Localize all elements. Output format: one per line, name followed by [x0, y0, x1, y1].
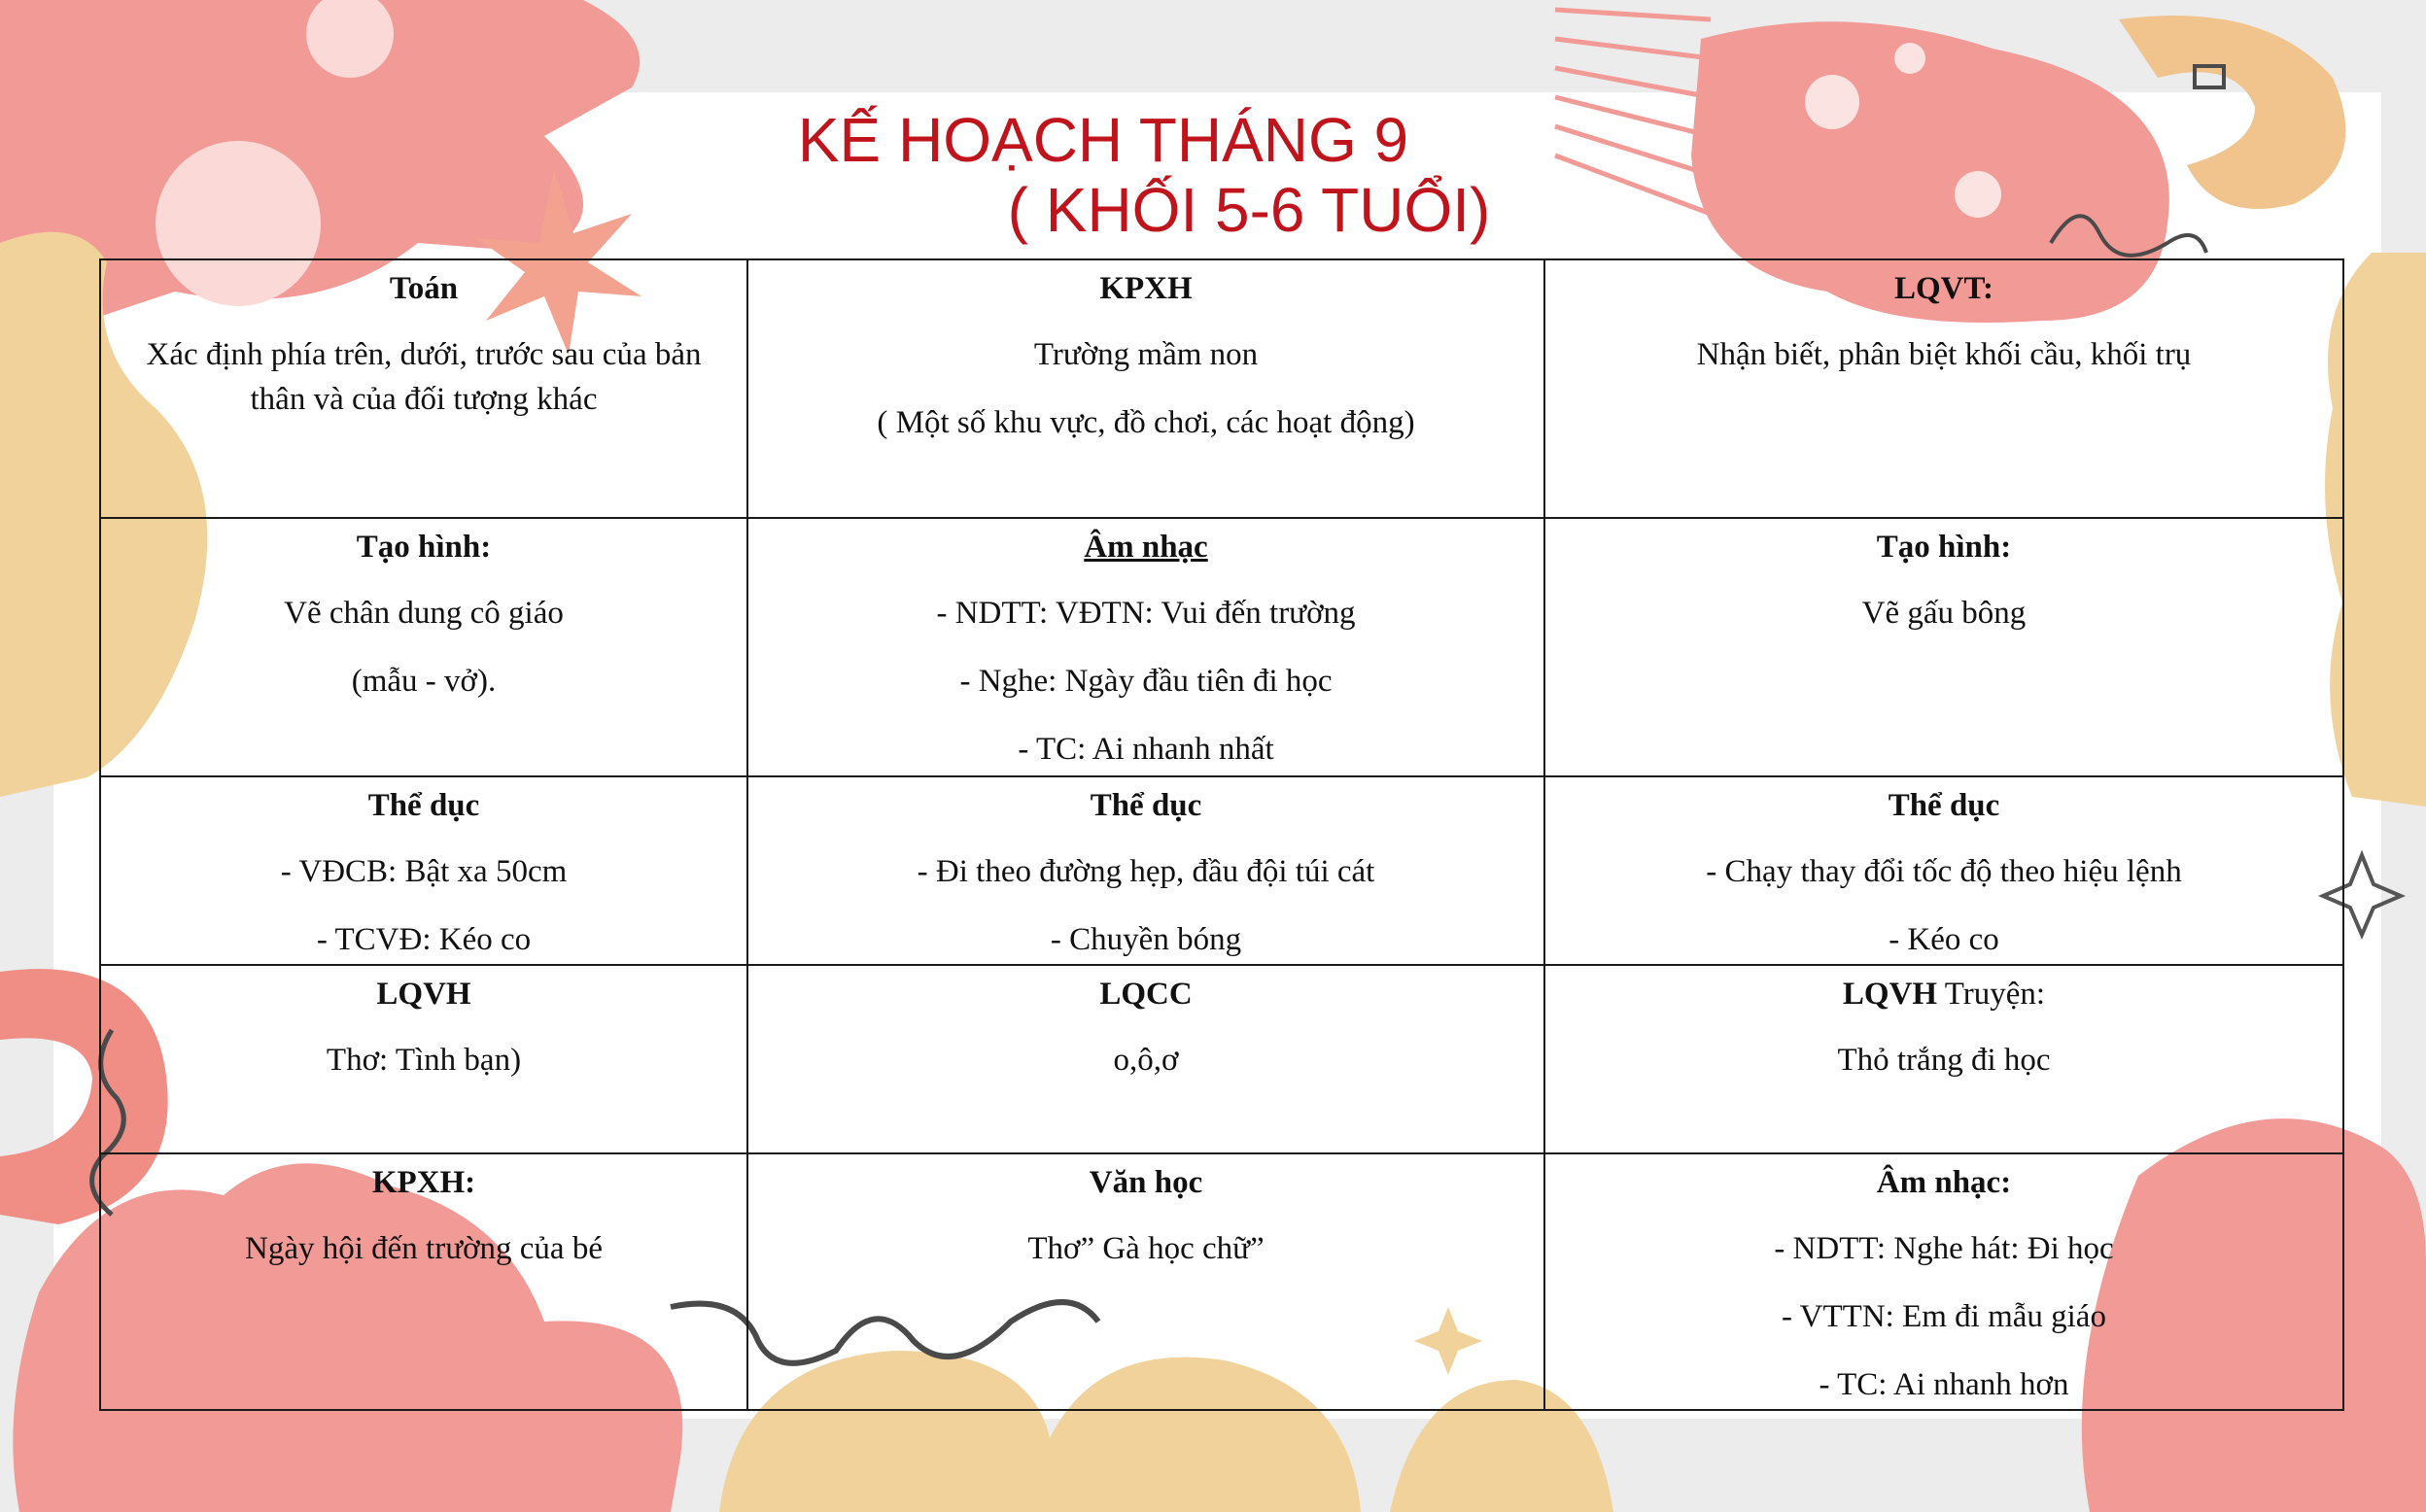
plan-cell-math: [100, 259, 747, 518]
plan-cell-social: [747, 259, 1544, 518]
cell-title-row: [1567, 972, 2321, 1016]
plan-cell-pe: [100, 776, 747, 965]
cell-line: o,ô,ơ: [1113, 1043, 1179, 1078]
cell-line: - TCVĐ: Kéo co: [316, 922, 532, 957]
cell-line: Vẽ gấu bông: [1861, 596, 2027, 631]
cell-title: LQVH: [1842, 977, 1938, 1012]
cell-title: Tạo hình:: [356, 530, 492, 565]
plan-cell-art: [100, 518, 747, 776]
cell-title: LQCC: [1099, 977, 1193, 1012]
cell-line: - Nghe: Ngày đầu tiên đi học: [959, 664, 1333, 699]
table-row: [100, 965, 2343, 1153]
cell-line: Thơ” Gà học chữ”: [1027, 1231, 1265, 1266]
cell-line: - Chạy thay đổi tốc độ theo hiệu lệnh: [1706, 854, 2182, 889]
page-subtitle: ( KHỐI 5-6 TUỔI): [1007, 175, 1491, 245]
cell-line: - VTTN: Em đi mẫu giáo: [1782, 1299, 2106, 1334]
cell-title: Toán: [389, 271, 459, 306]
plan-cell-literature: [100, 965, 747, 1153]
cell-title: Thể dục: [1090, 788, 1202, 823]
table-row: [100, 776, 2343, 965]
cell-line: - Chuyền bóng: [1050, 922, 1242, 957]
plan-cell-letters: [747, 965, 1544, 1153]
cell-line: - TC: Ai nhanh nhất: [1018, 732, 1274, 767]
cell-line: (mẫu - vở).: [351, 664, 497, 699]
table-row: [100, 259, 2343, 518]
cell-line: - VĐCB: Bật xa 50cm: [280, 854, 568, 889]
cell-line: Thơ: Tình bạn): [326, 1043, 522, 1078]
cell-line: - NDTT: Nghe hát: Đi học: [1774, 1231, 2114, 1266]
plan-cell-story: [1544, 965, 2343, 1153]
cell-line: Nhận biết, phân biệt khối cầu, khối trụ: [1696, 337, 2192, 372]
cell-title: Thể dục: [367, 788, 480, 823]
plan-cell-pe-2: [747, 776, 1544, 965]
cell-line: - NDTT: VĐTN: Vui đến trường: [936, 596, 1356, 631]
cell-line: - Kéo co: [1889, 922, 1999, 957]
plan-cell-art-2: [1544, 518, 2343, 776]
cell-title: Văn học: [1089, 1165, 1203, 1200]
plan-cell-music-2: [1544, 1153, 2343, 1410]
cell-line: Ngày hội đến trường của bé: [245, 1231, 603, 1266]
cell-line: Xác định phía trên, dưới, trước sau của bản thân và của đối tượng khác: [146, 337, 702, 417]
cell-title: KPXH: [1099, 271, 1193, 306]
cell-line: - TC: Ai nhanh hơn: [1819, 1367, 2069, 1402]
cell-title: Thể dục: [1888, 788, 2000, 823]
cell-line: Vẽ chân dung cô giáo: [284, 596, 564, 631]
page-title: KẾ HOẠCH THÁNG 9: [797, 105, 1409, 175]
cell-title-suffix: Truyện:: [1937, 977, 2046, 1012]
plan-cell-pe-3: [1544, 776, 2343, 965]
cell-title: LQVT:: [1893, 271, 1994, 306]
table-row: [100, 518, 2343, 776]
plan-table: [99, 258, 2344, 1411]
cell-title: Âm nhạc: [1084, 530, 1208, 565]
plan-cell-music: [747, 518, 1544, 776]
cell-title: Tạo hình:: [1876, 530, 2012, 565]
cell-title: Âm nhạc:: [1876, 1165, 2012, 1200]
cell-title: LQVH: [376, 977, 471, 1012]
cell-line: - Đi theo đường hẹp, đầu đội túi cát: [917, 854, 1375, 889]
white-dot-2: [1894, 43, 1925, 74]
cell-line: ( Một số khu vực, đồ chơi, các hoạt động): [877, 405, 1415, 440]
cell-line: Trường mầm non: [1033, 337, 1259, 372]
cell-line: Thỏ trắng đi học: [1837, 1043, 2051, 1078]
plan-cell-literature-2: [747, 1153, 1544, 1410]
plan-cell-social-2: [100, 1153, 747, 1410]
table-row: [100, 1153, 2343, 1410]
plan-cell-lqvt: [1544, 259, 2343, 518]
cell-title: KPXH:: [371, 1165, 476, 1200]
